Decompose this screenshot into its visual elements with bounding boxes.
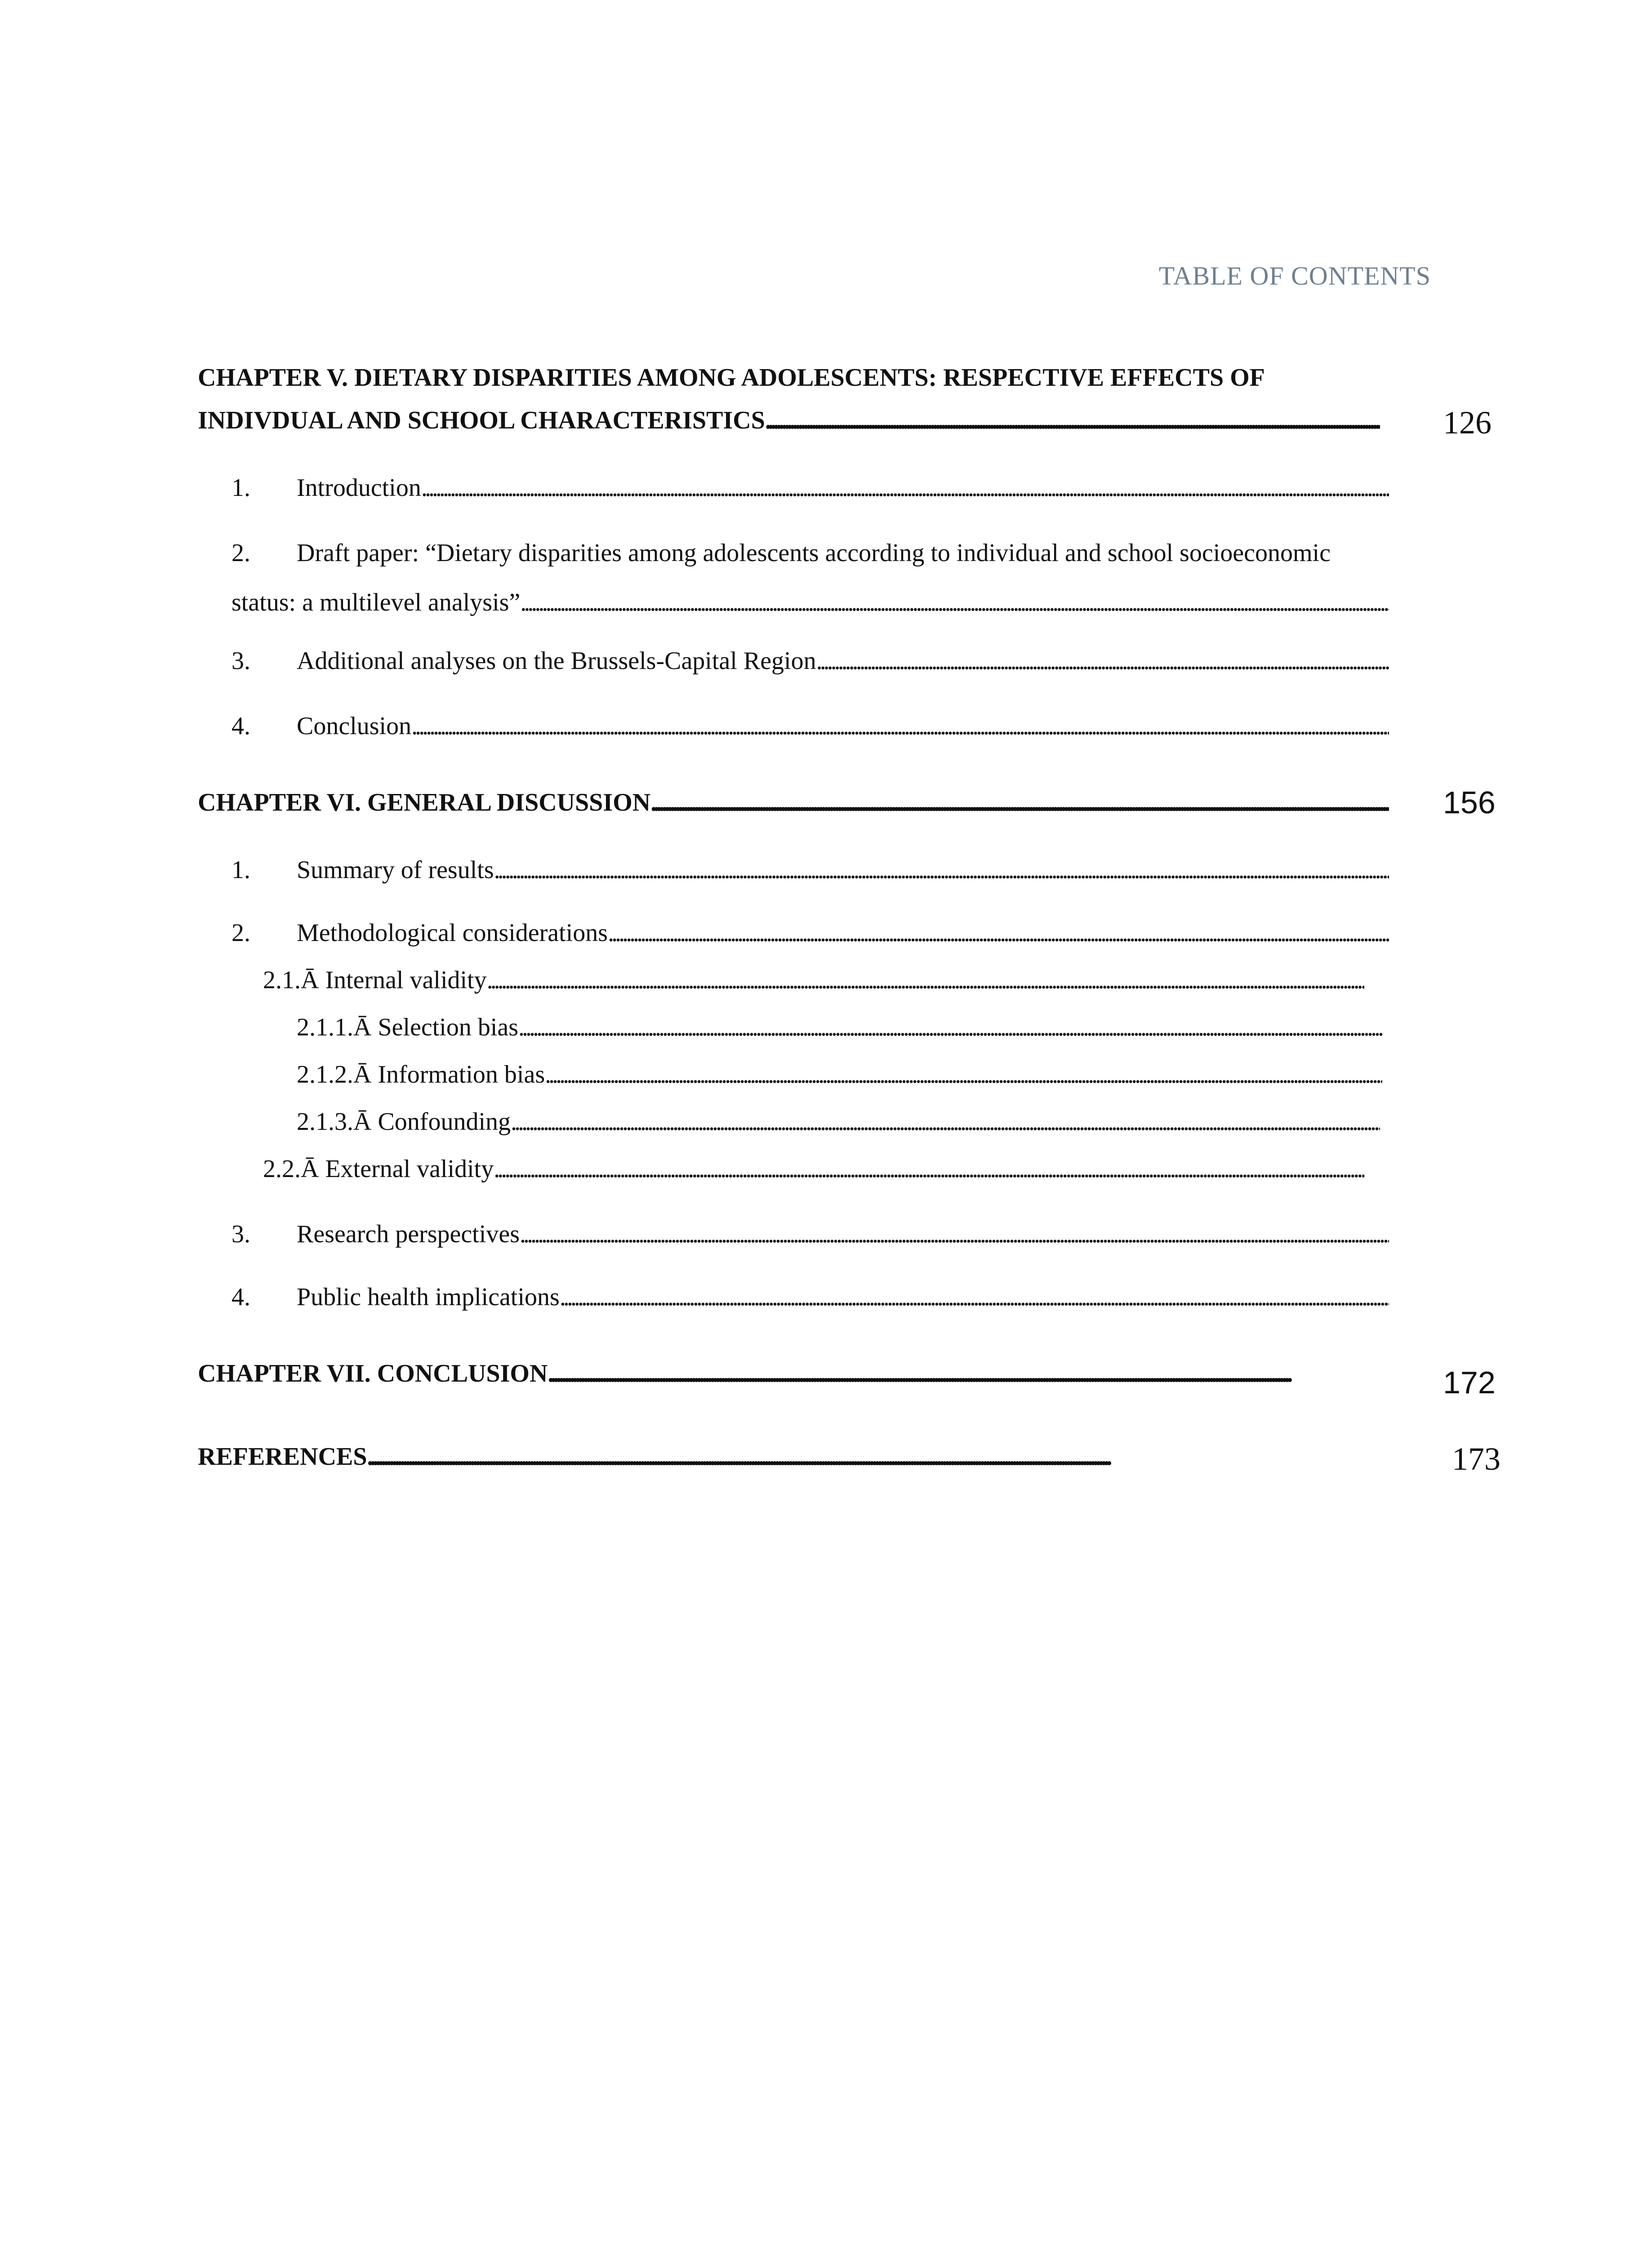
toc-entry-ch5-draft-paper-line1[interactable] [232,535,1331,571]
section-label: 2.1.1.Ā Selection bias [297,1013,519,1041]
chapter-6-page-number: 156 [1443,785,1496,820]
dot-leader [520,1216,1389,1252]
chapter-6-entry[interactable] [198,785,1389,821]
toc-entry-ch5-introduction[interactable] [232,470,1389,506]
dot-leader [520,584,1389,620]
chapter-5-page-number: 126 [1443,405,1492,441]
dot-leader [765,402,1380,438]
toc-entry-external-validity[interactable] [263,1151,1364,1187]
section-number: 2. [232,539,250,567]
section-label: Summary of results [297,856,494,884]
toc-entry-ch5-draft-paper-line2[interactable] [232,584,1389,620]
chapter-7-title: CHAPTER VII. CONCLUSION [198,1360,548,1387]
toc-entry-ch6-public-health[interactable] [232,1279,1389,1315]
chapter-7-page-number: 172 [1443,1365,1496,1400]
section-label: Public health implications [297,1283,560,1311]
page-header: TABLE OF CONTENTS [1158,261,1431,290]
section-label: Draft paper: “Dietary disparities among adolescents according to individual and school socioeconomic [297,539,1331,567]
dot-leader [650,785,1389,821]
section-label: 2.1.2.Ā Information bias [297,1061,545,1088]
section-label: 2.1.3.Ā Confounding [297,1108,511,1136]
dot-leader [367,1439,1389,1475]
dot-leader [511,1104,1380,1140]
section-label: Conclusion [297,712,412,740]
chapter-5-title-line2: INDIVDUAL AND SCHOOL CHARACTERISTICS [198,406,765,434]
toc-entry-ch5-conclusion[interactable] [232,708,1389,744]
references-entry[interactable] [198,1439,1389,1475]
toc-entry-ch6-research-perspectives[interactable] [232,1216,1389,1252]
chapter-5-title-line1[interactable]: CHAPTER V. DIETARY DISPARITIES AMONG ADOLESCENTS: RESPECTIVE EFFECTS OF [198,364,1265,392]
section-number: 1. [232,474,250,502]
section-label: Additional analyses on the Brussels-Capital Region [297,647,816,675]
dot-leader [560,1279,1389,1315]
dot-leader [816,643,1389,679]
toc-entry-information-bias[interactable] [297,1057,1382,1093]
section-label: Research perspectives [297,1220,520,1248]
section-number: 4. [232,712,250,740]
dot-leader [494,852,1389,888]
section-label: Methodological considerations [297,919,608,947]
toc-entry-internal-validity[interactable] [263,962,1364,998]
dot-leader [411,708,1389,744]
toc-entry-ch5-brussels[interactable] [232,643,1389,679]
toc-entry-selection-bias[interactable] [297,1009,1382,1045]
chapter-6-title: CHAPTER VI. GENERAL DISCUSSION [198,789,651,816]
chapter-5-entry[interactable] [198,402,1380,438]
dot-leader [548,1356,1389,1392]
references-page-number: 173 [1452,1441,1501,1477]
section-number: 4. [232,1283,250,1311]
section-label: 2.2.Ā External validity [263,1155,494,1183]
section-number: 3. [232,1220,250,1248]
dot-leader [421,470,1389,506]
section-number: 1. [232,856,250,884]
references-title: REFERENCES [198,1443,367,1471]
toc-entry-ch6-methodological[interactable] [232,915,1389,951]
dot-leader [487,962,1364,998]
dot-leader [494,1151,1364,1187]
section-number: 3. [232,647,250,675]
section-label: 2.1.Ā Internal validity [263,966,487,994]
dot-leader [608,915,1389,951]
toc-entry-confounding[interactable] [297,1104,1380,1140]
section-label: Introduction [297,474,421,502]
section-label-continued: status: a multilevel analysis” [232,589,521,616]
toc-entry-ch6-summary[interactable] [232,852,1389,888]
section-number: 2. [232,919,250,947]
dot-leader [545,1057,1382,1093]
chapter-7-entry[interactable] [198,1356,1389,1392]
dot-leader [518,1009,1382,1045]
